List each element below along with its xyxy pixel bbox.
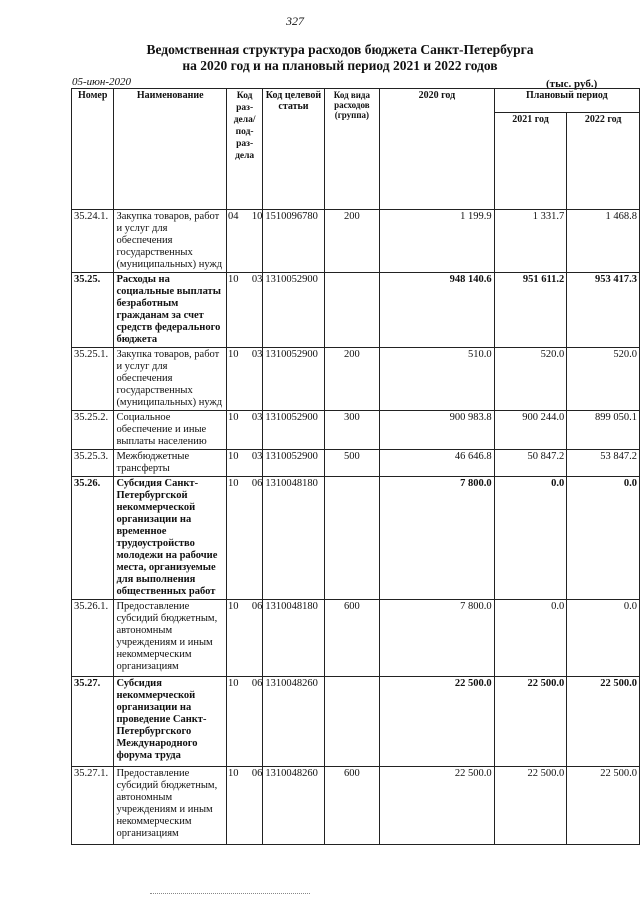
section-code [228, 349, 262, 360]
amount-2020: 1 199.9 [380, 210, 495, 273]
section-code [228, 211, 262, 222]
section-code-cell [226, 273, 262, 348]
row-name: Расходы на социальные выплаты безработным гражданам за счет средств федерального бюджета [114, 273, 227, 348]
amount-2021: 951 611.2 [494, 273, 567, 348]
section-code [228, 478, 262, 489]
amount-2020: 7 800.0 [380, 600, 495, 677]
table-row [72, 600, 640, 677]
section-code-part: 10 [227, 678, 239, 689]
section-code-part: 10 [227, 412, 239, 423]
section-code [228, 451, 262, 462]
table-row [72, 273, 640, 348]
amount-2021: 0.0 [494, 477, 567, 600]
table-row [72, 767, 640, 845]
row-name: Закупка товаров, работ и услуг для обеспечения государственных (муниципальных) нужд [114, 210, 227, 273]
expense-type-code [324, 677, 379, 767]
header-section-code: Код раз-дела/под-раз-дела [226, 89, 262, 210]
row-number: 35.26. [72, 477, 114, 600]
target-code: 1310048180 [263, 600, 324, 677]
section-code-cell [226, 348, 262, 411]
expense-type-code: 300 [324, 411, 379, 450]
amount-2022: 22 500.0 [567, 767, 640, 845]
expense-type-code [324, 477, 379, 600]
row-number: 35.25.2. [72, 411, 114, 450]
section-code-part: 10 [227, 768, 239, 779]
header-year-2022: 2022 год [567, 113, 640, 210]
section-code-cell [226, 600, 262, 677]
row-name: Предоставление субсидий бюджетным, автономным учреждениям и иным некоммерческим организациям [114, 767, 227, 845]
row-name: Субсидия Санкт-Петербургской некоммерческой организации на временное трудоустройство молодежи на рабочие места, организуемые для выполнения общественных работ [114, 477, 227, 600]
subsection-code-part: 03 [251, 349, 263, 360]
expense-type-code: 200 [324, 210, 379, 273]
header-name: Наименование [114, 89, 227, 210]
amount-2021: 0.0 [494, 600, 567, 677]
section-code-part: 10 [227, 478, 239, 489]
amount-2020: 7 800.0 [380, 477, 495, 600]
amount-2021: 520.0 [494, 348, 567, 411]
title-line-1: Ведомственная структура расходов бюджета Санкт-Петербурга [146, 42, 534, 57]
amount-2020: 948 140.6 [380, 273, 495, 348]
target-code: 1310052900 [263, 411, 324, 450]
amount-2021: 1 331.7 [494, 210, 567, 273]
row-number: 35.25.1. [72, 348, 114, 411]
section-code-part: 10 [227, 274, 239, 285]
amount-2020: 46 646.8 [380, 450, 495, 477]
amount-2022: 520.0 [567, 348, 640, 411]
amount-2021: 900 244.0 [494, 411, 567, 450]
target-code: 1510096780 [263, 210, 324, 273]
section-code [228, 274, 262, 285]
header-expense-type-code: Код вида расходов (группа) [324, 89, 379, 210]
row-number: 35.26.1. [72, 600, 114, 677]
amount-2021: 22 500.0 [494, 677, 567, 767]
target-code: 1310048260 [263, 767, 324, 845]
target-code: 1310048260 [263, 677, 324, 767]
row-name: Межбюджетные трансферты [114, 450, 227, 477]
row-name: Субсидия некоммерческой организации на проведение Санкт-Петербургского Международного форума труда [114, 677, 227, 767]
amount-2020: 22 500.0 [380, 767, 495, 845]
section-code-cell [226, 450, 262, 477]
target-code: 1310052900 [263, 273, 324, 348]
table-row [72, 210, 640, 273]
section-code-part: 10 [227, 349, 239, 360]
table-row [72, 348, 640, 411]
subsection-code-part: 06 [251, 768, 263, 779]
amount-2021: 50 847.2 [494, 450, 567, 477]
subsection-code-part: 10 [251, 211, 263, 222]
row-name: Социальное обеспечение и иные выплаты населению [114, 411, 227, 450]
section-code-cell [226, 677, 262, 767]
subsection-code-part: 03 [251, 274, 263, 285]
unit-label: (тыс. руб.) [546, 78, 598, 90]
section-code-cell [226, 411, 262, 450]
section-code-part: 10 [227, 451, 239, 462]
table-row [72, 450, 640, 477]
row-number: 35.25.3. [72, 450, 114, 477]
page-number: 327 [286, 14, 304, 28]
document-title [60, 42, 620, 74]
subsection-code-part: 03 [251, 451, 263, 462]
expense-type-code: 600 [324, 600, 379, 677]
section-code [228, 601, 262, 612]
subsection-code-part: 06 [251, 678, 263, 689]
amount-2021: 22 500.0 [494, 767, 567, 845]
section-code [228, 678, 262, 689]
table-row [72, 411, 640, 450]
expense-type-code: 600 [324, 767, 379, 845]
section-code-cell [226, 767, 262, 845]
subsection-code-part: 06 [251, 601, 263, 612]
row-name: Предоставление субсидий бюджетным, автономным учреждениям и иным некоммерческим организациям [114, 600, 227, 677]
section-code-part: 10 [227, 601, 239, 612]
target-code: 1310052900 [263, 348, 324, 411]
title-line-2: на 2020 год и на плановый период 2021 и 2022 годов [182, 58, 498, 73]
amount-2020: 900 983.8 [380, 411, 495, 450]
section-code [228, 412, 262, 423]
table-row [72, 477, 640, 600]
amount-2022: 899 050.1 [567, 411, 640, 450]
subsection-code-part: 03 [251, 412, 263, 423]
footer-divider [150, 893, 310, 895]
budget-table [71, 88, 640, 845]
amount-2022: 0.0 [567, 600, 640, 677]
target-code: 1310048180 [263, 477, 324, 600]
amount-2020: 510.0 [380, 348, 495, 411]
amount-2022: 22 500.0 [567, 677, 640, 767]
subsection-code-part: 06 [251, 478, 263, 489]
row-name: Закупка товаров, работ и услуг для обеспечения государственных (муниципальных) нужд [114, 348, 227, 411]
amount-2022: 953 417.3 [567, 273, 640, 348]
expense-type-code: 200 [324, 348, 379, 411]
row-number: 35.27.1. [72, 767, 114, 845]
section-code [228, 768, 262, 779]
section-code-part: 04 [227, 211, 239, 222]
expense-type-code [324, 273, 379, 348]
header-target-code: Код целевой статьи [263, 89, 324, 210]
header-year-2021: 2021 год [494, 113, 567, 210]
header-planned-period: Плановый период [494, 89, 639, 113]
amount-2022: 0.0 [567, 477, 640, 600]
header-year-2020: 2020 год [380, 89, 495, 210]
section-code-cell [226, 477, 262, 600]
expense-type-code: 500 [324, 450, 379, 477]
row-number: 35.25. [72, 273, 114, 348]
row-number: 35.27. [72, 677, 114, 767]
document-date: 05-июн-2020 [72, 76, 132, 88]
header-number: Номер [72, 89, 114, 210]
table-row [72, 677, 640, 767]
amount-2022: 53 847.2 [567, 450, 640, 477]
amount-2022: 1 468.8 [567, 210, 640, 273]
section-code-cell [226, 210, 262, 273]
amount-2020: 22 500.0 [380, 677, 495, 767]
target-code: 1310052900 [263, 450, 324, 477]
row-number: 35.24.1. [72, 210, 114, 273]
